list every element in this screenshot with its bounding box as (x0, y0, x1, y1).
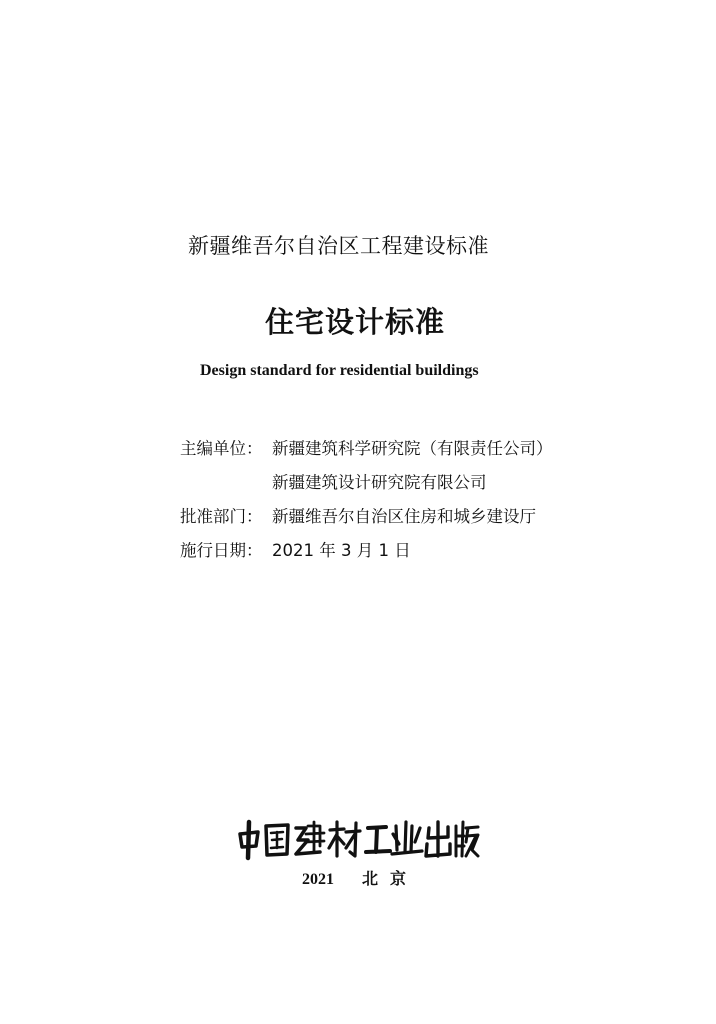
approval-row (180, 500, 553, 534)
editor-value-1: 新疆建筑科学研究院（有限责任公司） (272, 439, 553, 458)
date-value: 2021 年 3 月 1 日 (272, 541, 411, 560)
approval-value: 新疆维吾尔自治区住房和城乡建设厅 (272, 507, 536, 526)
editor-label-spacer (180, 466, 272, 500)
date-row (180, 534, 553, 568)
editor-row-1 (180, 432, 553, 466)
approval-label: 批准部门： (180, 507, 263, 526)
editor-label: 主编单位： (180, 439, 263, 458)
publish-year: 2021 (302, 871, 334, 888)
series-title: 新疆维吾尔自治区工程建设标准 (188, 234, 489, 258)
publisher-calligraphy-icon (236, 818, 480, 862)
publish-city: 北 京 (362, 871, 407, 888)
publisher-footer (302, 866, 406, 889)
date-label: 施行日期： (180, 541, 263, 560)
publisher-logo (236, 818, 480, 862)
editor-value-2: 新疆建筑设计研究院有限公司 (272, 473, 487, 492)
info-block (180, 432, 553, 568)
english-title: Design standard for residential buildings (200, 362, 479, 379)
editor-row-2 (180, 466, 553, 500)
main-title: 住宅设计标准 (265, 305, 446, 339)
